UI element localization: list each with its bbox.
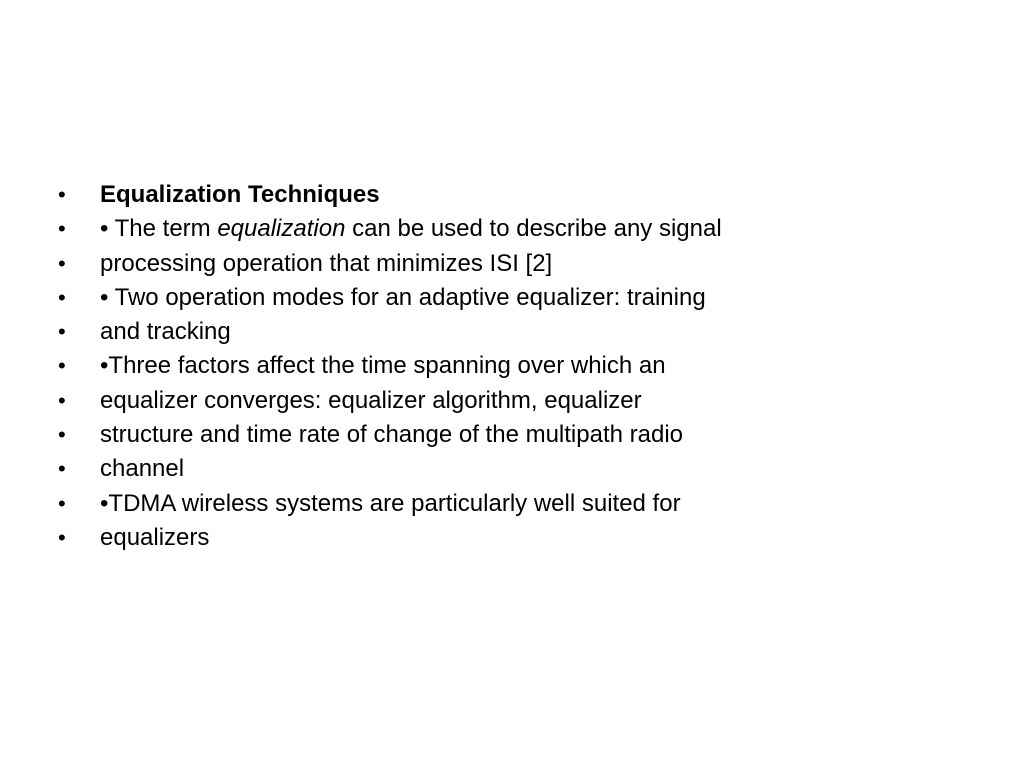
slide-title: Equalization Techniques [100,181,380,208]
bullet-text [100,212,722,246]
bullet-text: and tracking [100,318,231,346]
text-after-emphasis: can be used to describe any signal [345,215,722,243]
bullet-line [58,487,722,521]
bullet-text: structure and time rate of change of the multipath radio [100,421,683,449]
bullet-marker: • [58,284,66,310]
bullet-marker: • [58,182,66,207]
bullet-marker: • [58,319,66,345]
bullet-text: equalizer converges: equalizer algorithm, equalizer [100,386,642,414]
bullet-line [58,281,722,315]
bullet-text: channel [100,455,185,483]
bullet-line [58,212,722,246]
bullet-line-title [58,178,722,212]
bullet-line [58,452,722,486]
bullet-marker: • [58,524,66,550]
bullet-marker: • [58,353,66,379]
bullet-line [58,315,722,349]
bullet-marker: • [58,216,66,242]
bullet-text: equalizers [100,523,210,551]
bullet-list [58,178,722,555]
bullet-line [58,349,722,383]
bullet-marker: • [58,250,66,276]
bullet-text: •Three factors affect the time spanning over which an [100,352,666,380]
emphasized-term: equalization [217,215,346,243]
bullet-text: • Two operation modes for an adaptive equalizer: training [100,283,706,311]
bullet-marker: • [58,490,66,516]
bullet-marker: • [58,422,66,448]
bullet-line [58,384,722,418]
bullet-text: processing operation that minimizes ISI [2] [100,249,553,277]
bullet-marker: • [58,456,66,482]
bullet-line [58,418,722,452]
text-before-emphasis: • The term [100,215,218,243]
bullet-line [58,521,722,555]
bullet-text: •TDMA wireless systems are particularly well suited for [100,489,681,517]
bullet-marker: • [58,387,66,413]
bullet-line [58,247,722,281]
